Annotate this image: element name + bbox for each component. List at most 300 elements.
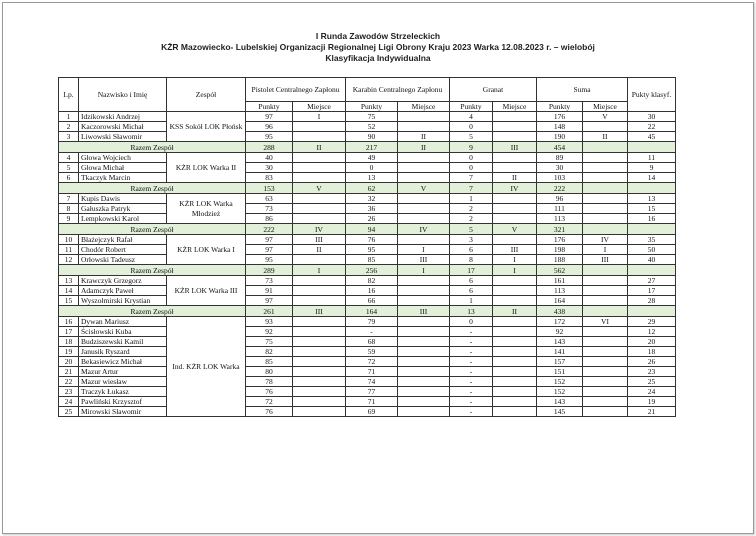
grenade-place-cell [493, 397, 537, 407]
class-points-cell: 45 [628, 132, 676, 142]
rifle-points-cell: 75 [346, 112, 398, 122]
sum-points-cell: 172 [537, 317, 583, 327]
grenade-place-cell [493, 204, 537, 214]
grenade-points-cell: 6 [450, 276, 493, 286]
total-pistol-points-cell: 222 [246, 224, 293, 235]
document-title: I Runda Zawodów Strzeleckich [315, 31, 441, 41]
total-grenade-place-cell: IV [493, 183, 537, 194]
grenade-points-cell: 7 [450, 173, 493, 183]
sum-points-cell: 198 [537, 245, 583, 255]
pistol-points-cell: 30 [246, 163, 293, 173]
grenade-points-cell: - [450, 397, 493, 407]
pistol-place-cell [293, 122, 346, 132]
name-cell: Adamczyk Paweł [79, 286, 167, 296]
class-points-cell: 23 [628, 367, 676, 377]
grenade-points-cell: 2 [450, 204, 493, 214]
team-cell: KŻR LOK Warka II [167, 153, 246, 183]
rifle-points-cell: 16 [346, 286, 398, 296]
pistol-place-cell [293, 337, 346, 347]
total-pistol-points-cell: 288 [246, 142, 293, 153]
col-team-header: Zespół [167, 78, 246, 112]
pistol-points-cell: 86 [246, 214, 293, 224]
grenade-points-cell: 0 [450, 153, 493, 163]
class-points-cell: 21 [628, 407, 676, 417]
pistol-place-cell [293, 317, 346, 327]
grenade-points-cell: 0 [450, 317, 493, 327]
sum-place-cell [583, 367, 628, 377]
name-cell: Mazur wiesław [79, 377, 167, 387]
name-cell: Mirowski Sławomir [79, 407, 167, 417]
team-total-label: Razem Zespół [59, 306, 246, 317]
col-grenade-header: Granat [450, 78, 537, 102]
rifle-points-cell: 71 [346, 397, 398, 407]
total-sum-points-cell: 562 [537, 265, 583, 276]
class-points-cell: 16 [628, 214, 676, 224]
total-rifle-points-cell: 62 [346, 183, 398, 194]
class-points-cell: 20 [628, 337, 676, 347]
grenade-points-cell: 0 [450, 122, 493, 132]
grenade-points-cell: - [450, 367, 493, 377]
sum-place-cell [583, 153, 628, 163]
class-points-cell: 13 [628, 194, 676, 204]
class-points-cell: 11 [628, 153, 676, 163]
lp-cell: 5 [59, 163, 79, 173]
table-row [59, 194, 676, 204]
pistol-points-cell: 85 [246, 357, 293, 367]
grenade-points-cell: 2 [450, 214, 493, 224]
pistol-place-cell [293, 407, 346, 417]
team-cell: KŻR LOK Warka Młodzież [167, 194, 246, 224]
class-points-cell: 28 [628, 296, 676, 306]
rifle-place-cell [398, 286, 450, 296]
sum-place-cell [583, 337, 628, 347]
table-row [59, 407, 676, 417]
grenade-place-cell [493, 367, 537, 377]
grenade-place-cell [493, 112, 537, 122]
grenade-place-cell [493, 317, 537, 327]
sum-points-cell: 92 [537, 327, 583, 337]
sum-place-cell [583, 347, 628, 357]
team-total-label: Razem Zespół [59, 224, 246, 235]
lp-cell: 2 [59, 122, 79, 132]
total-pistol-place-cell: I [293, 265, 346, 276]
sum-points-cell: 113 [537, 214, 583, 224]
sum-place-cell: V [583, 112, 628, 122]
sum-points-cell: 143 [537, 337, 583, 347]
total-pistol-place-cell: V [293, 183, 346, 194]
pistol-place-cell [293, 132, 346, 142]
rifle-place-cell [398, 122, 450, 132]
sum-place-cell [583, 194, 628, 204]
total-rifle-points-cell: 94 [346, 224, 398, 235]
class-points-cell: 25 [628, 377, 676, 387]
lp-cell: 6 [59, 173, 79, 183]
name-cell: Ścisłowski Kuba [79, 327, 167, 337]
team-cell: KSS Sokół LOK Płońsk [167, 112, 246, 142]
pistol-points-cell: 93 [246, 317, 293, 327]
lp-cell: 3 [59, 132, 79, 142]
sum-place-cell: II [583, 132, 628, 142]
grenade-place-cell [493, 235, 537, 245]
lp-cell: 25 [59, 407, 79, 417]
lp-cell: 4 [59, 153, 79, 163]
total-sum-place-cell [583, 306, 628, 317]
sum-points-cell: 111 [537, 204, 583, 214]
table-row [59, 296, 676, 306]
table-row [59, 367, 676, 377]
class-points-cell: 29 [628, 317, 676, 327]
col-rifle-header: Karabin Centralnego Zapłonu [346, 78, 450, 102]
name-cell: Liwowski Sławomir [79, 132, 167, 142]
rifle-points-cell: 13 [346, 173, 398, 183]
table-row [59, 286, 676, 296]
total-grenade-place-cell: III [493, 142, 537, 153]
lp-cell: 17 [59, 327, 79, 337]
rifle-points-cell: - [346, 327, 398, 337]
pistol-points-cell: 73 [246, 204, 293, 214]
total-rifle-place-cell: I [398, 265, 450, 276]
total-grenade-place-cell: I [493, 265, 537, 276]
lp-cell: 16 [59, 317, 79, 327]
sum-place-cell: VI [583, 317, 628, 327]
sum-points-cell: 176 [537, 235, 583, 245]
rifle-place-cell [398, 317, 450, 327]
header-row [59, 78, 676, 102]
lp-cell: 15 [59, 296, 79, 306]
lp-cell: 22 [59, 377, 79, 387]
name-cell: Budziszewski Kamil [79, 337, 167, 347]
table-row [59, 204, 676, 214]
class-points-cell: 26 [628, 357, 676, 367]
sum-points-cell: 161 [537, 276, 583, 286]
name-cell: Traczyk Łukasz [79, 387, 167, 397]
total-rifle-points-cell: 217 [346, 142, 398, 153]
name-cell: Błażejczyk Rafał [79, 235, 167, 245]
pistol-points-cell: 40 [246, 153, 293, 163]
grenade-points-cell: 4 [450, 112, 493, 122]
rifle-points-cell: 49 [346, 153, 398, 163]
total-class-points-cell [628, 142, 676, 153]
total-class-points-cell [628, 183, 676, 194]
col-lp-header: Lp. [59, 78, 79, 112]
sum-place-cell [583, 407, 628, 417]
pistol-points-cell: 95 [246, 132, 293, 142]
team-total-label: Razem Zespół [59, 183, 246, 194]
name-cell: Krawczyk Grzegorz [79, 276, 167, 286]
table-row [59, 173, 676, 183]
pistol-place-cell [293, 397, 346, 407]
pistol-points-cell: 78 [246, 377, 293, 387]
sum-place-cell: III [583, 255, 628, 265]
total-sum-place-cell [583, 265, 628, 276]
rifle-points-cell: 82 [346, 276, 398, 286]
lp-cell: 9 [59, 214, 79, 224]
rifle-points-header: Punkty [346, 102, 398, 112]
lp-cell: 10 [59, 235, 79, 245]
lp-cell: 19 [59, 347, 79, 357]
grenade-points-cell: 5 [450, 132, 493, 142]
grenade-place-cell [493, 276, 537, 286]
sum-points-cell: 152 [537, 377, 583, 387]
grenade-place-cell [493, 327, 537, 337]
col-class-points-header: Pukty klasyf. [628, 78, 676, 112]
pistol-place-cell [293, 276, 346, 286]
grenade-points-cell: - [450, 337, 493, 347]
table-row [59, 153, 676, 163]
pistol-place-cell [293, 357, 346, 367]
sum-place-cell [583, 122, 628, 132]
sum-points-cell: 30 [537, 163, 583, 173]
lp-cell: 12 [59, 255, 79, 265]
team-cell: KŻR LOK Warka I [167, 235, 246, 265]
sum-points-cell: 188 [537, 255, 583, 265]
name-cell: Głowa Wojciech [79, 153, 167, 163]
total-pistol-place-cell: IV [293, 224, 346, 235]
grenade-place-cell [493, 132, 537, 142]
total-grenade-place-cell: V [493, 224, 537, 235]
sum-points-cell: 141 [537, 347, 583, 357]
team-total-row [59, 224, 676, 235]
name-cell: Dywan Mariusz [79, 317, 167, 327]
grenade-points-cell: - [450, 347, 493, 357]
total-pistol-points-cell: 153 [246, 183, 293, 194]
pistol-place-cell: I [293, 112, 346, 122]
class-points-cell: 17 [628, 286, 676, 296]
team-total-row [59, 142, 676, 153]
total-sum-points-cell: 438 [537, 306, 583, 317]
grenade-points-cell: - [450, 327, 493, 337]
table-row [59, 357, 676, 367]
rifle-points-cell: 59 [346, 347, 398, 357]
rifle-place-cell [398, 276, 450, 286]
total-sum-points-cell: 454 [537, 142, 583, 153]
rifle-points-cell: 52 [346, 122, 398, 132]
col-sum-header: Suma [537, 78, 628, 102]
class-points-cell: 50 [628, 245, 676, 255]
pistol-place-cell [293, 327, 346, 337]
rifle-place-cell [398, 387, 450, 397]
lp-cell: 14 [59, 286, 79, 296]
pistol-points-cell: 92 [246, 327, 293, 337]
total-grenade-place-cell: II [493, 306, 537, 317]
table-row [59, 317, 676, 327]
rifle-points-cell: 0 [346, 163, 398, 173]
rifle-place-cell [398, 327, 450, 337]
sum-place-cell [583, 327, 628, 337]
class-points-cell: 19 [628, 397, 676, 407]
total-class-points-cell [628, 224, 676, 235]
grenade-place-cell: III [493, 245, 537, 255]
class-points-cell: 18 [628, 347, 676, 357]
grenade-place-header: Miejsce [493, 102, 537, 112]
sum-points-cell: 89 [537, 153, 583, 163]
table-row [59, 245, 676, 255]
table-row [59, 347, 676, 357]
rifle-place-cell [398, 112, 450, 122]
total-rifle-place-cell: III [398, 306, 450, 317]
table-row [59, 132, 676, 142]
grenade-points-cell: 1 [450, 194, 493, 204]
sum-place-cell [583, 173, 628, 183]
grenade-place-cell [493, 357, 537, 367]
rifle-points-cell: 85 [346, 255, 398, 265]
table-row [59, 112, 676, 122]
total-rifle-points-cell: 164 [346, 306, 398, 317]
pistol-points-cell: 76 [246, 387, 293, 397]
rifle-place-cell [398, 163, 450, 173]
grenade-points-cell: 0 [450, 163, 493, 173]
rifle-points-cell: 68 [346, 337, 398, 347]
name-cell: Głowa Michał [79, 163, 167, 173]
sum-points-cell: 143 [537, 397, 583, 407]
grenade-place-cell [493, 286, 537, 296]
rifle-place-cell [398, 235, 450, 245]
pistol-place-cell [293, 286, 346, 296]
total-pistol-place-cell: III [293, 306, 346, 317]
lp-cell: 21 [59, 367, 79, 377]
grenade-place-cell [493, 347, 537, 357]
grenade-points-header: Punkty [450, 102, 493, 112]
grenade-points-cell: 6 [450, 286, 493, 296]
team-total-label: Razem Zespół [59, 265, 246, 276]
grenade-points-cell: - [450, 407, 493, 417]
total-grenade-points-cell: 13 [450, 306, 493, 317]
sum-place-cell: IV [583, 235, 628, 245]
sum-place-header: Miejsce [583, 102, 628, 112]
rifle-points-cell: 77 [346, 387, 398, 397]
grenade-place-cell [493, 163, 537, 173]
class-points-cell: 12 [628, 327, 676, 337]
classification-title: Klasyfikacja Indywidualna [325, 53, 431, 63]
table-row [59, 235, 676, 245]
rifle-points-cell: 74 [346, 377, 398, 387]
rifle-place-cell: II [398, 132, 450, 142]
sum-points-cell: 148 [537, 122, 583, 132]
total-rifle-place-cell: II [398, 142, 450, 153]
pistol-points-cell: 76 [246, 407, 293, 417]
class-points-cell: 9 [628, 163, 676, 173]
document-subtitle: KŻR Mazowiecko- Lubelskiej Organizacji Regionalnej Ligi Obrony Kraju 2023 Warka 12.08.2023 r. – wielobój [161, 42, 595, 52]
grenade-place-cell [493, 377, 537, 387]
team-total-row [59, 265, 676, 276]
sum-points-cell: 152 [537, 387, 583, 397]
pistol-points-cell: 97 [246, 296, 293, 306]
name-cell: Pawliński Krzysztof [79, 397, 167, 407]
rifle-points-cell: 26 [346, 214, 398, 224]
class-points-cell: 14 [628, 173, 676, 183]
pistol-place-cell [293, 367, 346, 377]
team-total-row [59, 183, 676, 194]
rifle-place-cell [398, 397, 450, 407]
pistol-place-cell: II [293, 245, 346, 255]
rifle-place-cell [398, 214, 450, 224]
sum-points-cell: 96 [537, 194, 583, 204]
lp-cell: 11 [59, 245, 79, 255]
class-points-cell: 27 [628, 276, 676, 286]
rifle-place-cell: I [398, 245, 450, 255]
lp-cell: 24 [59, 397, 79, 407]
total-sum-points-cell: 222 [537, 183, 583, 194]
pistol-place-cell [293, 296, 346, 306]
total-grenade-points-cell: 17 [450, 265, 493, 276]
total-grenade-points-cell: 7 [450, 183, 493, 194]
sum-place-cell [583, 397, 628, 407]
sum-points-cell: 103 [537, 173, 583, 183]
total-pistol-points-cell: 289 [246, 265, 293, 276]
team-total-row [59, 306, 676, 317]
pistol-place-cell: III [293, 235, 346, 245]
table-row [59, 163, 676, 173]
class-points-cell: 35 [628, 235, 676, 245]
rifle-place-cell [398, 204, 450, 214]
grenade-points-cell: - [450, 357, 493, 367]
grenade-place-cell [493, 296, 537, 306]
table-row [59, 255, 676, 265]
name-cell: Gałuszka Patryk [79, 204, 167, 214]
pistol-place-cell [293, 173, 346, 183]
rifle-points-cell: 79 [346, 317, 398, 327]
grenade-place-cell [493, 122, 537, 132]
rifle-place-cell [398, 173, 450, 183]
grenade-points-cell: 1 [450, 296, 493, 306]
grenade-place-cell [493, 407, 537, 417]
name-cell: Orłowski Tadeusz [79, 255, 167, 265]
pistol-place-cell [293, 194, 346, 204]
rifle-points-cell: 69 [346, 407, 398, 417]
sum-points-cell: 145 [537, 407, 583, 417]
name-cell: Wyszołmirski Krystian [79, 296, 167, 306]
grenade-place-cell [493, 387, 537, 397]
sum-points-cell: 176 [537, 112, 583, 122]
pistol-points-cell: 96 [246, 122, 293, 132]
class-points-cell: 22 [628, 122, 676, 132]
total-sum-place-cell [583, 142, 628, 153]
pistol-points-cell: 83 [246, 173, 293, 183]
grenade-points-cell: - [450, 387, 493, 397]
sum-place-cell [583, 163, 628, 173]
pistol-place-cell [293, 204, 346, 214]
grenade-points-cell: 3 [450, 235, 493, 245]
col-pistol-header: Pistolet Centralnego Zapłonu [246, 78, 346, 102]
rifle-points-cell: 90 [346, 132, 398, 142]
total-sum-points-cell: 321 [537, 224, 583, 235]
table-row [59, 214, 676, 224]
total-sum-place-cell [583, 183, 628, 194]
pistol-points-cell: 97 [246, 235, 293, 245]
total-grenade-points-cell: 5 [450, 224, 493, 235]
lp-cell: 18 [59, 337, 79, 347]
rifle-points-cell: 32 [346, 194, 398, 204]
lp-cell: 13 [59, 276, 79, 286]
rifle-points-cell: 66 [346, 296, 398, 306]
pistol-points-cell: 97 [246, 112, 293, 122]
rifle-place-cell [398, 194, 450, 204]
rifle-points-cell: 72 [346, 357, 398, 367]
name-cell: Janusik Ryszard [79, 347, 167, 357]
grenade-place-cell: I [493, 255, 537, 265]
grenade-place-cell: II [493, 173, 537, 183]
total-sum-place-cell [583, 224, 628, 235]
team-cell: Ind. KŻR LOK Warka [167, 317, 246, 417]
total-rifle-points-cell: 256 [346, 265, 398, 276]
pistol-place-cell [293, 255, 346, 265]
table-row [59, 327, 676, 337]
pistol-points-cell: 95 [246, 255, 293, 265]
name-cell: Chodór Robert [79, 245, 167, 255]
sum-place-cell [583, 214, 628, 224]
lp-cell: 8 [59, 204, 79, 214]
total-grenade-points-cell: 9 [450, 142, 493, 153]
